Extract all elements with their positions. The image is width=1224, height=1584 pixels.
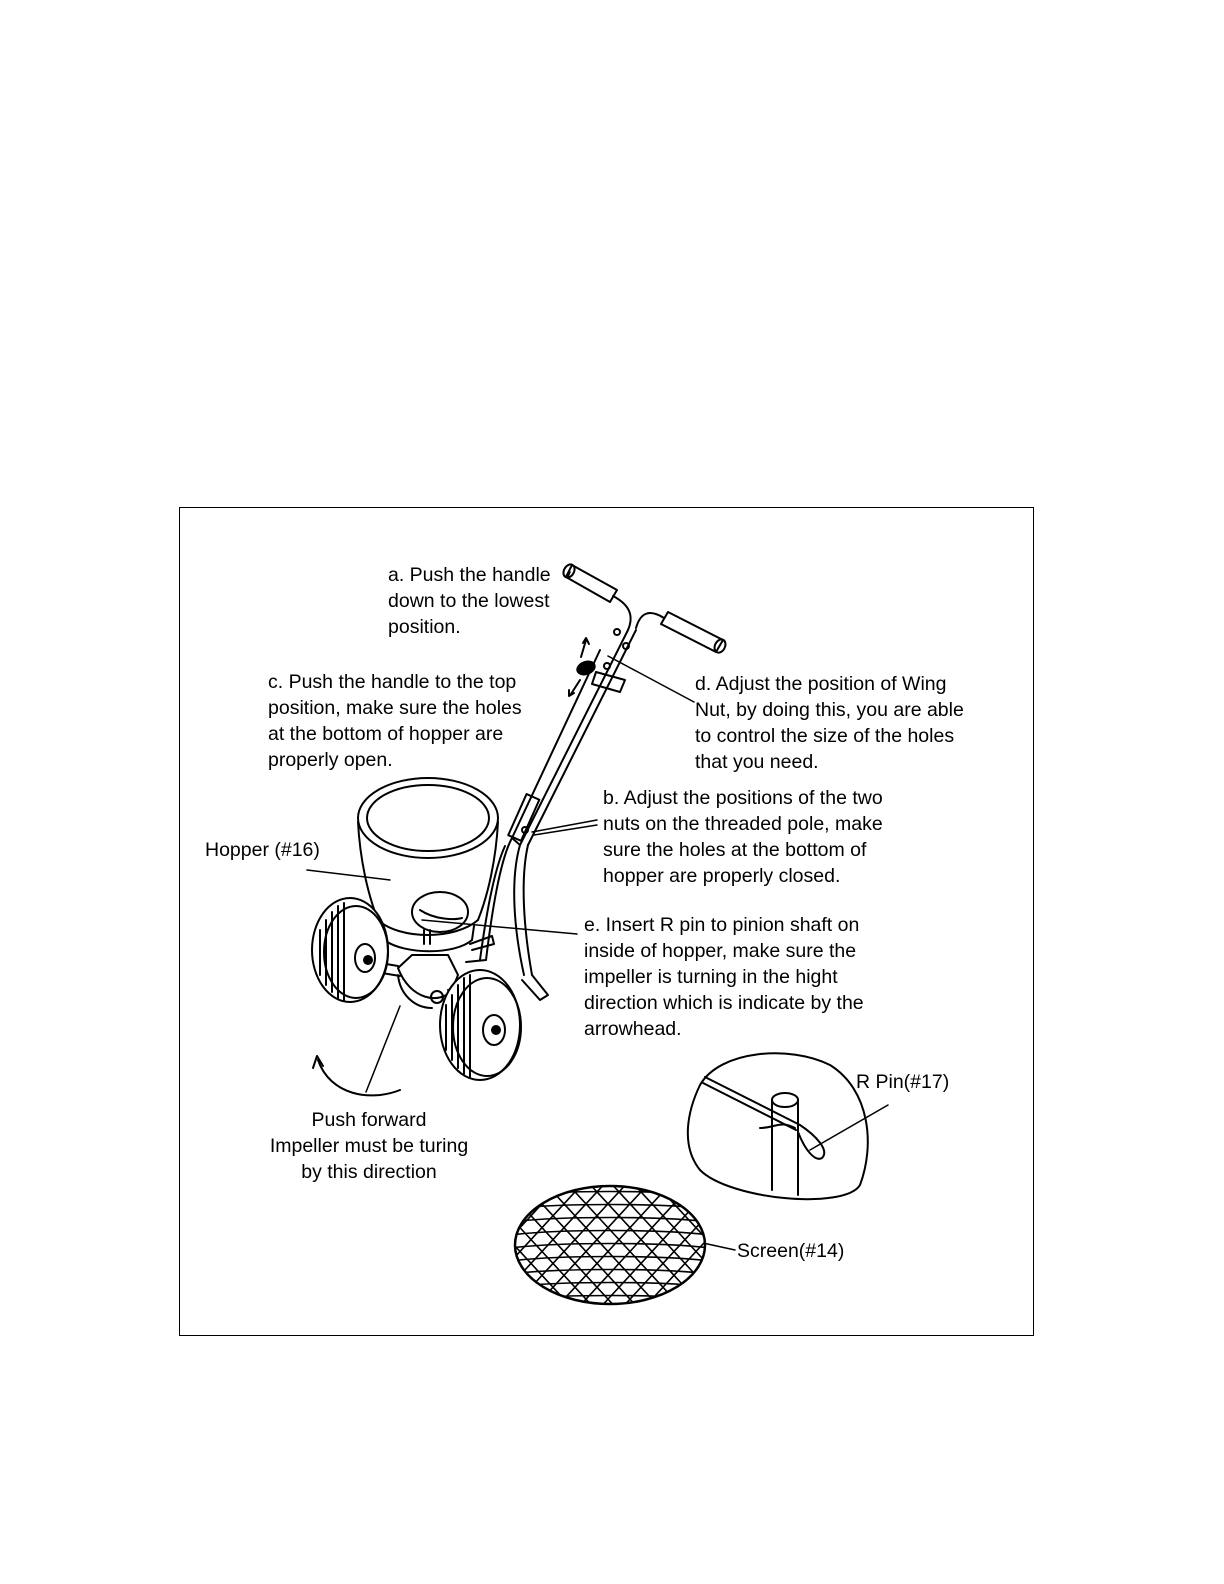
label-a-push-handle-down: a. Push the handle down to the lowest position. [388,564,551,638]
right-wheel [440,970,521,1080]
rpin-detail [688,1053,868,1199]
label-b-adjust-nuts: b. Adjust the positions of the two nuts on the threaded pole, make sure the holes at the bottom of hopper are properly closed. [603,787,883,887]
left-wheel [312,898,388,1002]
label-c-push-handle-top: c. Push the handle to the top position, make sure the holes at the bottom of hopper are properly open. [268,671,522,771]
label-e-insert-rpin: e. Insert R pin to pinion shaft on inside of hopper, make sure the impeller is turning in the hight direction which is indicate by the arrowhead. [584,914,864,1040]
label-d-adjust-wing-nut: d. Adjust the position of Wing Nut, by doing this, you are able to control the size of the holes that you need. [695,673,964,773]
label-rpin: R Pin(#17) [856,1071,950,1093]
label-screen: Screen(#14) [737,1240,845,1262]
label-push-forward: Push forward Impeller must be turing by this direction [269,1109,469,1183]
rotation-arrow [313,1056,400,1095]
label-hopper: Hopper (#16) [205,839,320,861]
